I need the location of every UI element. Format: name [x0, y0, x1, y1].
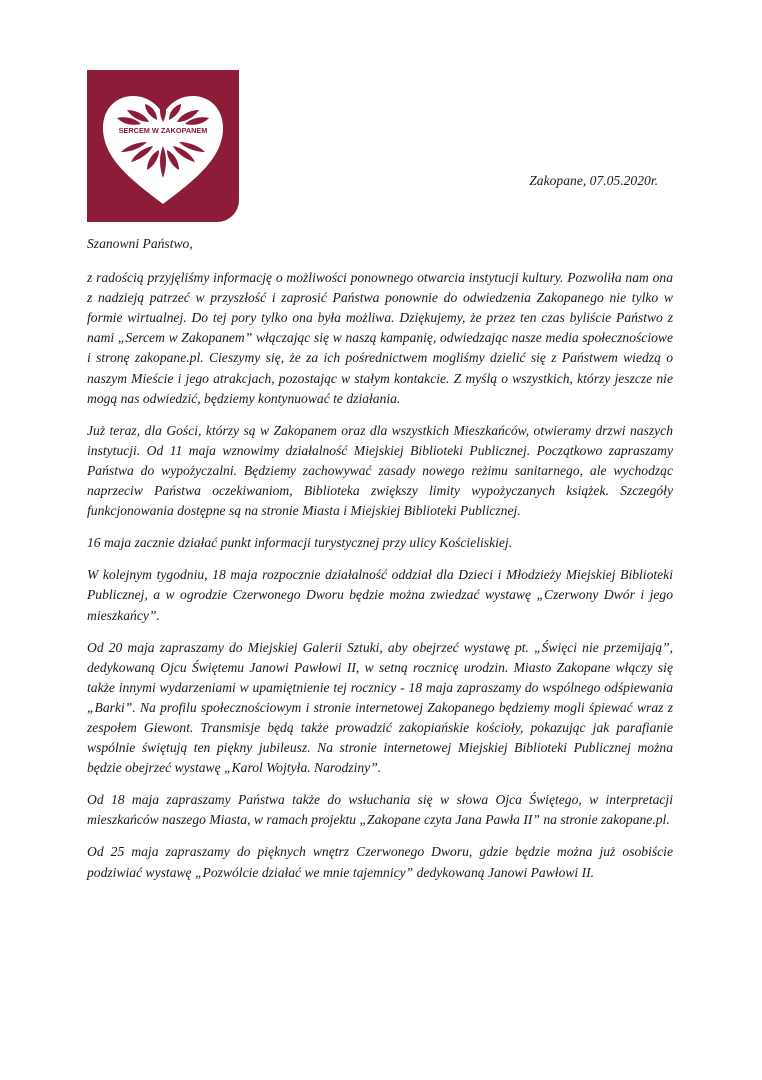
salutation: Szanowni Państwo,	[87, 236, 193, 251]
letter-date: Zakopane, 07.05.2020r.	[529, 173, 658, 188]
logo-text: SERCEM W ZAKOPANEM	[118, 126, 208, 135]
paragraph: 16 maja zacznie działać punkt informacji turystycznej przy ulicy Kościeliskiej.	[87, 535, 513, 551]
paragraph: W kolejnym tygodniu, 18 maja rozpocznie działalność oddział dla Dzieci i Młodzieży Miejskiej Biblioteki Publicznej, a w ogrodzie Czerwonego Dworu będzie można zwiedzać wystawę „Czerwony Dwór i jego mieszkańcy”.	[87, 567, 673, 623]
paragraph: Od 20 maja zapraszamy do Miejskiej Galerii Sztuki, aby obejrzeć wystawę pt. „Święci nie przemijają”, dedykowaną Ojcu Świętemu Janowi Pawłowi II, w setną rocznicę urodzin. Miasto Zakopane włączy się także innymi wydarzeniami w upamiętnienie tej rocznicy - 18 maja zapraszamy do wspólnego odśpiewania „Barki”. Na profilu społecznościowym i stronie internetowej Zakopanego będziemy mogli śpiewać wraz z zespołem Giewont. Transmisje będą także prowadzić zakopiańskie kościoły, pokazując jak parafianie wspólnie świętują ten piękny jubileusz. Na stronie internetowej Miejskiej Biblioteki Publicznej można będzie obejrzeć wystawę „Karol Wojtyła. Narodziny”.	[87, 639, 673, 776]
paragraph: Od 18 maja zapraszamy Państwa także do wsłuchania się w słowa Ojca Świętego, w interpretacji mieszkańców naszego Miasta, w ramach projektu „Zakopane czyta Jana Pawła II” na stronie zakopane.pl.	[87, 792, 673, 828]
paragraph: Już teraz, dla Gości, którzy są w Zakopanem oraz dla wszystkich Mieszkańców, otwieramy drzwi naszych instytucji. Od 11 maja wznowimy działalność Miejskiej Biblioteki Publicznej. Początkowo zapraszamy Państwa do wypożyczalni. Będziemy zachowywać zasady nowego reżimu sanitarnego, ale wychodząc naprzeciw Państwa oczekiwaniom, Biblioteka zwiększy limity wypożyczanych książek. Szczegóły funkcjonowania dostępne są na stronie Miasta i Miejskiej Biblioteki Publicznej.	[87, 422, 673, 519]
letter-body	[87, 234, 673, 895]
sercem-w-zakopanem-logo	[87, 70, 239, 222]
paragraph: Od 25 maja zapraszamy do pięknych wnętrz Czerwonego Dworu, gdzie będzie można już osobiście podziwiać wystawę „Pozwólcie działać we mnie tajemnicy” dedykowaną Janowi Pawłowi II.	[87, 844, 673, 880]
paragraph: z radością przyjęliśmy informację o możliwości ponownego otwarcia instytucji kultury. Pozwoliła nam ona z nadzieją patrzeć w przyszłość i zaprosić Państwa ponownie do odwiedzenia Zakopanego nie tylko w formie wirtualnej. Do tej pory tylko ona była możliwa. Dziękujemy, że przez ten czas byliście Państwo z nami „Sercem w Zakopanem” włączając się w naszą kampanię, odwiedzając nasze media społecznościowe i stronę zakopane.pl. Cieszymy się, że za ich pośrednictwem mogliśmy dzielić się z Państwem wiedzą o naszym Mieście i jego atrakcjach, pozostając w stałym kontakcie. Z myślą o wszystkich, którzy jeszcze nie mogą nas odwiedzić, będziemy kontynuować te działania.	[87, 270, 673, 406]
heart-icon	[87, 70, 239, 222]
